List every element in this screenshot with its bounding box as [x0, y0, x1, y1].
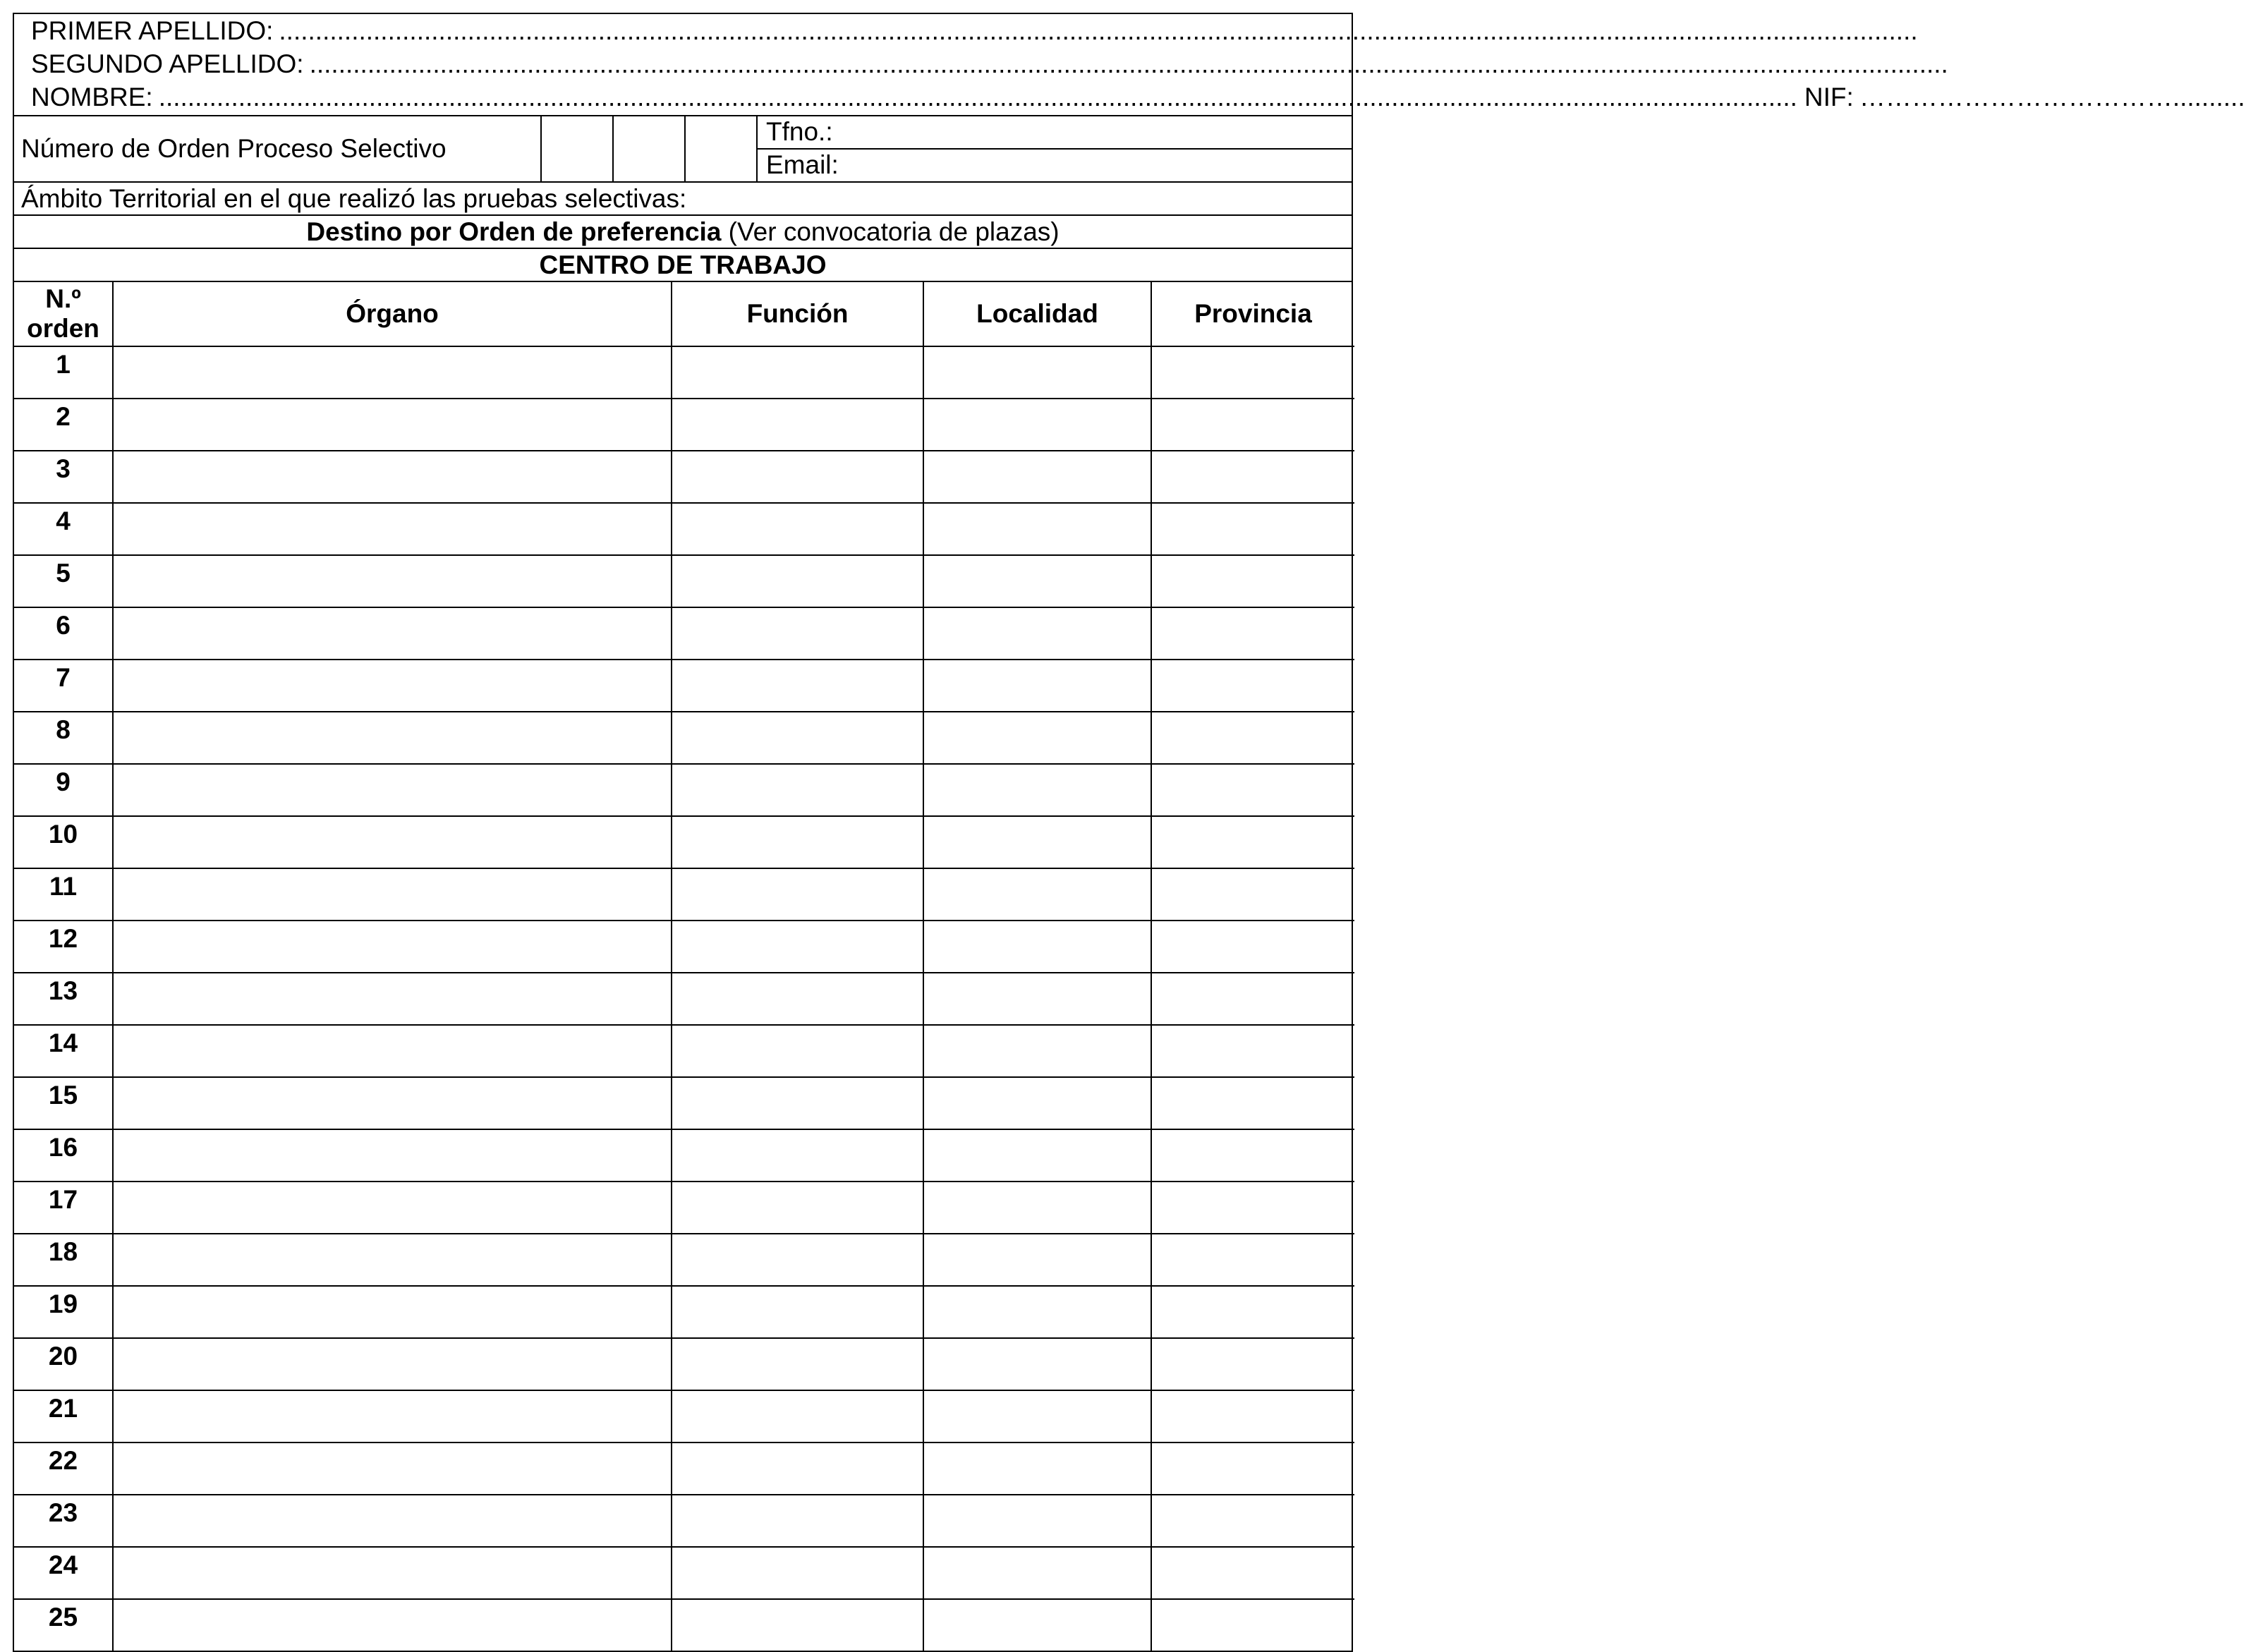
row-number: 19 — [14, 1286, 113, 1338]
orden-digit-box-3[interactable] — [686, 116, 758, 181]
funcion-cell[interactable] — [672, 607, 923, 660]
table-row — [14, 1025, 1354, 1077]
contact-fields — [758, 116, 1352, 181]
row-number: 11 — [14, 868, 113, 921]
table-row — [14, 1443, 1354, 1495]
table-row — [14, 1599, 1354, 1651]
table-row — [14, 1077, 1354, 1129]
table-row — [14, 1338, 1354, 1390]
table-row — [14, 868, 1354, 921]
localidad-cell[interactable] — [923, 451, 1151, 503]
localidad-cell[interactable] — [923, 1599, 1151, 1651]
organo-cell[interactable] — [113, 1443, 672, 1495]
organo-cell[interactable] — [113, 1077, 672, 1129]
table-row — [14, 1495, 1354, 1547]
table-header-row — [14, 282, 1354, 346]
provincia-cell[interactable] — [1151, 973, 1354, 1025]
preference-table — [14, 282, 1354, 1651]
provincia-cell[interactable] — [1151, 712, 1354, 764]
localidad-cell[interactable] — [923, 1234, 1151, 1286]
localidad-cell[interactable] — [923, 921, 1151, 973]
provincia-cell[interactable] — [1151, 503, 1354, 555]
funcion-cell[interactable] — [672, 555, 923, 607]
table-row — [14, 712, 1354, 764]
nombre-label: NOMBRE: — [31, 83, 153, 111]
col-header-orden-line1: N.º — [45, 284, 81, 313]
row-number: 24 — [14, 1547, 113, 1599]
col-header-organo: Órgano — [113, 282, 672, 346]
row-number: 9 — [14, 764, 113, 816]
table-row — [14, 660, 1354, 712]
col-header-localidad: Localidad — [923, 282, 1151, 346]
nif-label: NIF: — [1804, 83, 1854, 111]
row-number: 18 — [14, 1234, 113, 1286]
funcion-cell[interactable] — [672, 1495, 923, 1547]
segundo-apellido-dots: .................................................................................................................................................................................................................................. — [309, 49, 1948, 78]
localidad-cell[interactable] — [923, 1129, 1151, 1182]
localidad-cell[interactable] — [923, 973, 1151, 1025]
funcion-cell[interactable] — [672, 1182, 923, 1234]
funcion-cell[interactable] — [672, 1286, 923, 1338]
provincia-cell[interactable] — [1151, 1443, 1354, 1495]
row-number: 20 — [14, 1338, 113, 1390]
orden-digit-box-2[interactable] — [614, 116, 686, 181]
provincia-cell[interactable] — [1151, 868, 1354, 921]
funcion-cell[interactable] — [672, 764, 923, 816]
provincia-cell[interactable] — [1151, 816, 1354, 868]
localidad-cell[interactable] — [923, 555, 1151, 607]
provincia-cell[interactable] — [1151, 555, 1354, 607]
numero-orden-row — [14, 116, 1352, 183]
row-number: 13 — [14, 973, 113, 1025]
organo-cell[interactable] — [113, 816, 672, 868]
localidad-cell[interactable] — [923, 712, 1151, 764]
organo-cell[interactable] — [113, 399, 672, 451]
funcion-cell[interactable] — [672, 1547, 923, 1599]
funcion-cell[interactable] — [672, 1443, 923, 1495]
organo-cell[interactable] — [113, 660, 672, 712]
localidad-cell[interactable] — [923, 346, 1151, 399]
row-number: 4 — [14, 503, 113, 555]
organo-cell[interactable] — [113, 1025, 672, 1077]
row-number: 1 — [14, 346, 113, 399]
organo-cell[interactable] — [113, 555, 672, 607]
localidad-cell[interactable] — [923, 1338, 1151, 1390]
table-row — [14, 346, 1354, 399]
localidad-cell[interactable] — [923, 660, 1151, 712]
row-number: 8 — [14, 712, 113, 764]
table-row — [14, 1234, 1354, 1286]
organo-cell[interactable] — [113, 921, 672, 973]
table-row — [14, 503, 1354, 555]
localidad-cell[interactable] — [923, 607, 1151, 660]
organo-cell[interactable] — [113, 1547, 672, 1599]
provincia-cell[interactable] — [1151, 764, 1354, 816]
segundo-apellido-line[interactable] — [31, 47, 1948, 80]
table-row — [14, 1390, 1354, 1443]
table-row — [14, 816, 1354, 868]
provincia-cell[interactable] — [1151, 1338, 1354, 1390]
row-number: 22 — [14, 1443, 113, 1495]
segundo-apellido-label: SEGUNDO APELLIDO: — [31, 49, 304, 78]
table-row — [14, 921, 1354, 973]
organo-cell[interactable] — [113, 1234, 672, 1286]
primer-apellido-line[interactable] — [31, 14, 1918, 47]
row-number: 2 — [14, 399, 113, 451]
localidad-cell[interactable] — [923, 764, 1151, 816]
row-number: 14 — [14, 1025, 113, 1077]
row-number: 23 — [14, 1495, 113, 1547]
organo-cell[interactable] — [113, 973, 672, 1025]
provincia-cell[interactable] — [1151, 660, 1354, 712]
table-row — [14, 764, 1354, 816]
localidad-cell[interactable] — [923, 1390, 1151, 1443]
provincia-cell[interactable] — [1151, 1025, 1354, 1077]
table-row — [14, 607, 1354, 660]
localidad-cell[interactable] — [923, 1547, 1151, 1599]
table-row — [14, 1547, 1354, 1599]
organo-cell[interactable] — [113, 607, 672, 660]
provincia-cell[interactable] — [1151, 1234, 1354, 1286]
funcion-cell[interactable] — [672, 973, 923, 1025]
ambito-territorial-field[interactable]: Ámbito Territorial en el que realizó las pruebas selectivas: — [14, 183, 1352, 216]
organo-cell[interactable] — [113, 1390, 672, 1443]
destino-heading-bold: Destino por Orden de preferencia — [306, 217, 722, 246]
numero-orden-label: Número de Orden Proceso Selectivo — [14, 116, 542, 181]
provincia-cell[interactable] — [1151, 1286, 1354, 1338]
provincia-cell[interactable] — [1151, 1077, 1354, 1129]
nombre-dots: .................................................................................................................................................................................................................................. — [158, 83, 1797, 111]
funcion-cell[interactable] — [672, 712, 923, 764]
funcion-cell[interactable] — [672, 868, 923, 921]
table-row — [14, 1286, 1354, 1338]
organo-cell[interactable] — [113, 451, 672, 503]
row-number: 6 — [14, 607, 113, 660]
funcion-cell[interactable] — [672, 660, 923, 712]
localidad-cell[interactable] — [923, 1182, 1151, 1234]
provincia-cell[interactable] — [1151, 1495, 1354, 1547]
destino-heading-note: (Ver convocatoria de plazas) — [721, 217, 1060, 246]
nombre-nif-line[interactable] — [31, 80, 2245, 114]
funcion-cell[interactable] — [672, 1077, 923, 1129]
row-number: 10 — [14, 816, 113, 868]
organo-cell[interactable] — [113, 1286, 672, 1338]
destino-heading — [14, 216, 1352, 249]
funcion-cell[interactable] — [672, 1599, 923, 1651]
col-header-orden — [14, 282, 113, 346]
funcion-cell[interactable] — [672, 399, 923, 451]
organo-cell[interactable] — [113, 1182, 672, 1234]
localidad-cell[interactable] — [923, 399, 1151, 451]
provincia-cell[interactable] — [1151, 1599, 1354, 1651]
table-row — [14, 555, 1354, 607]
funcion-cell[interactable] — [672, 816, 923, 868]
organo-cell[interactable] — [113, 1338, 672, 1390]
funcion-cell[interactable] — [672, 1338, 923, 1390]
row-number: 12 — [14, 921, 113, 973]
col-header-orden-line2: orden — [27, 314, 99, 343]
funcion-cell[interactable] — [672, 1390, 923, 1443]
localidad-cell[interactable] — [923, 1286, 1151, 1338]
provincia-cell[interactable] — [1151, 346, 1354, 399]
table-row — [14, 1129, 1354, 1182]
provincia-cell[interactable] — [1151, 1182, 1354, 1234]
orden-digit-box-1[interactable] — [542, 116, 614, 181]
funcion-cell[interactable] — [672, 921, 923, 973]
organo-cell[interactable] — [113, 1129, 672, 1182]
localidad-cell[interactable] — [923, 868, 1151, 921]
localidad-cell[interactable] — [923, 1025, 1151, 1077]
row-number: 5 — [14, 555, 113, 607]
provincia-cell[interactable] — [1151, 607, 1354, 660]
table-body — [14, 346, 1354, 1651]
row-number: 15 — [14, 1077, 113, 1129]
row-number: 3 — [14, 451, 113, 503]
provincia-cell[interactable] — [1151, 1547, 1354, 1599]
row-number: 7 — [14, 660, 113, 712]
localidad-cell[interactable] — [923, 1495, 1151, 1547]
centro-trabajo-heading: CENTRO DE TRABAJO — [14, 249, 1352, 282]
funcion-cell[interactable] — [672, 451, 923, 503]
provincia-cell[interactable] — [1151, 1129, 1354, 1182]
row-number: 17 — [14, 1182, 113, 1234]
col-header-funcion: Función — [672, 282, 923, 346]
localidad-cell[interactable] — [923, 503, 1151, 555]
preference-form — [13, 13, 2245, 1652]
localidad-cell[interactable] — [923, 1443, 1151, 1495]
provincia-cell[interactable] — [1151, 399, 1354, 451]
funcion-cell[interactable] — [672, 1025, 923, 1077]
provincia-cell[interactable] — [1151, 1390, 1354, 1443]
organo-cell[interactable] — [113, 1495, 672, 1547]
tfno-field[interactable]: Tfno.: — [758, 116, 1352, 150]
funcion-cell[interactable] — [672, 346, 923, 399]
table-row — [14, 399, 1354, 451]
primer-apellido-dots: .................................................................................................................................................................................................................................. — [279, 16, 1918, 45]
localidad-cell[interactable] — [923, 816, 1151, 868]
primer-apellido-label: PRIMER APELLIDO: — [31, 16, 274, 45]
funcion-cell[interactable] — [672, 1129, 923, 1182]
col-header-provincia: Provincia — [1151, 282, 1354, 346]
funcion-cell[interactable] — [672, 503, 923, 555]
row-number: 25 — [14, 1599, 113, 1651]
provincia-cell[interactable] — [1151, 451, 1354, 503]
organo-cell[interactable] — [113, 1599, 672, 1651]
nif-dots: ……………………………….......... — [1859, 83, 2245, 111]
email-field[interactable]: Email: — [766, 150, 839, 179]
table-row — [14, 973, 1354, 1025]
provincia-cell[interactable] — [1151, 921, 1354, 973]
row-number: 21 — [14, 1390, 113, 1443]
table-row — [14, 451, 1354, 503]
organo-cell[interactable] — [113, 764, 672, 816]
row-number: 16 — [14, 1129, 113, 1182]
localidad-cell[interactable] — [923, 1077, 1151, 1129]
funcion-cell[interactable] — [672, 1234, 923, 1286]
personal-data-section — [14, 14, 2245, 116]
table-row — [14, 1182, 1354, 1234]
organo-cell[interactable] — [113, 503, 672, 555]
organo-cell[interactable] — [113, 346, 672, 399]
organo-cell[interactable] — [113, 868, 672, 921]
organo-cell[interactable] — [113, 712, 672, 764]
